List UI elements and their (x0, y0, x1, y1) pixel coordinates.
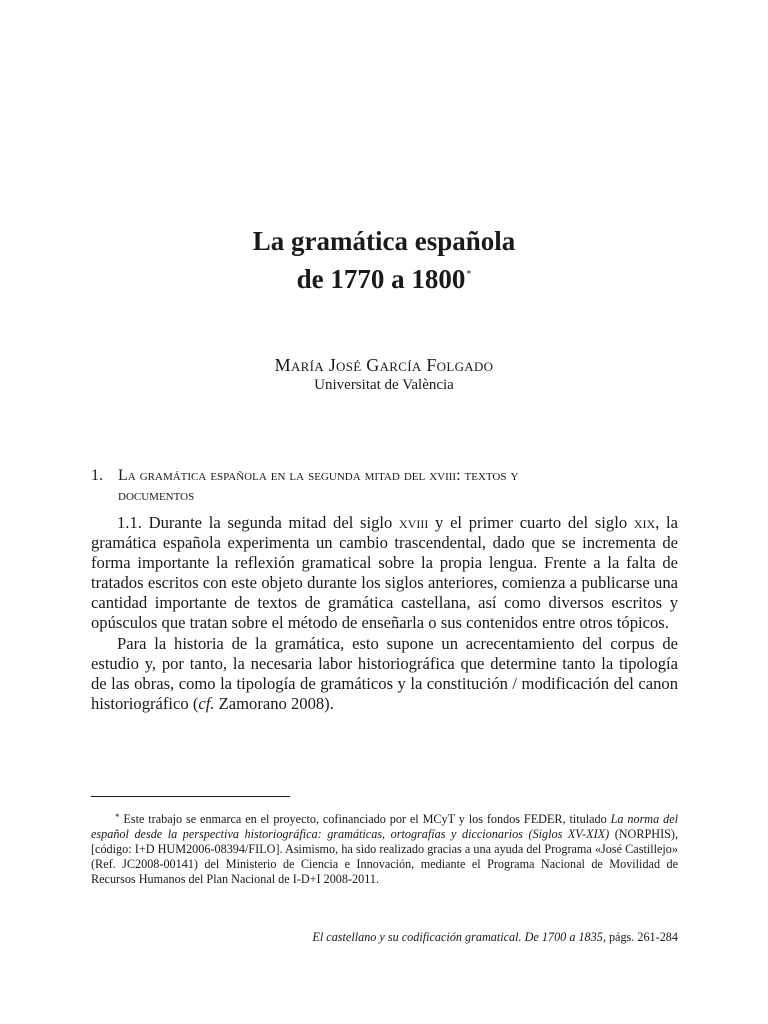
page-range: págs. 261-284 (605, 930, 678, 944)
author-name: María José García Folgado (274, 355, 494, 375)
footnote (91, 812, 678, 887)
footnote-marker: * (115, 812, 120, 822)
section-number: 1. (91, 467, 103, 484)
section-heading-line-2: documentos (118, 487, 195, 504)
section-heading (91, 466, 678, 506)
title-line-2: de 1770 a 1800* (296, 264, 472, 294)
section-heading-line-1: 1. La gramática española en la segunda mitad del xviii: textos y (91, 467, 519, 484)
paragraph-1: 1.1. Durante la segunda mitad del siglo xviii y el primer cuarto del siglo xix, la gramática española experimenta un cambio trascendental, dado que se incrementa de forma importante la reflexión gramatical sobre la propia lengua. Frente a la falta de tratados escritos con este objeto durante los siglos anteriores, comienza a publicarse una cantidad importante de textos de gramática castellana, así como diversos escritos y opúsculos que tratan sobre el método de enseñarla o sus contenidos entre otros tópicos. (91, 513, 679, 633)
running-footer (91, 930, 678, 945)
author-affiliation: Universitat de València (314, 377, 454, 393)
article-title (0, 222, 768, 298)
footnote-text: * Este trabajo se enmarca en el proyecto, cofinanciado por el MCyT y los fondos FEDER, titulado La norma del español desde la perspectiva historiográfica: gramáticas, ortografías y diccionarios (Siglos XV-XIX) (NORPHIS), [código: I+D HUM2006-08394/FILO]. Asimismo, ha sido realizado gracias a una ayuda del Programa «José Castillejo» (Ref. JC2008-00141) del Ministerio de Ciencia e Innovación, mediante el Programa Nacional de Movilidad de Recursos Humanos del Plan Nacional de I-D+I 2008-2011. (91, 812, 679, 886)
book-title: El castellano y su codificación gramatical. De 1700 a 1835, (312, 930, 606, 944)
author-block (0, 354, 768, 395)
project-title: La norma del español desde la perspectiva historiográfica: gramáticas, ortografías y diccionarios (Siglos XV-XIX) (91, 812, 678, 841)
footnote-separator (91, 796, 290, 797)
paragraph-2: Para la historia de la gramática, esto supone un acrecentamiento del corpus de estudio y, por tanto, la necesaria labor historiográfica que determine tanto la tipología de las obras, como la tipología de gramáticos y la constitución / modificación del canon historiográfico (cf. Zamorano 2008). (91, 633, 678, 713)
body-text (91, 513, 678, 714)
title-footnote-marker[interactable]: * (466, 269, 472, 280)
title-line-1: La gramática española (252, 226, 516, 256)
